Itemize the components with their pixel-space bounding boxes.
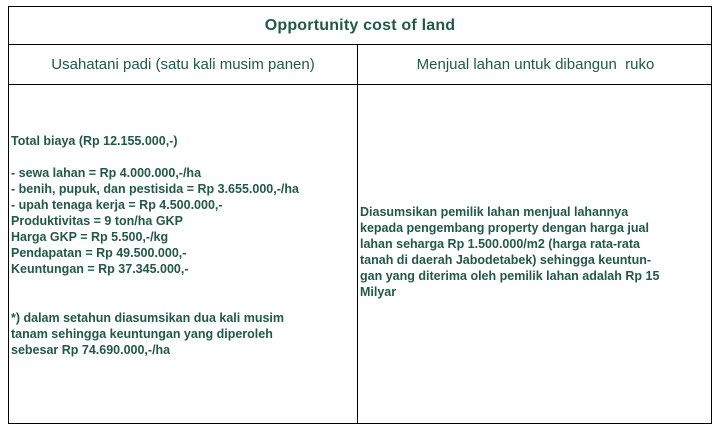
note-line: sebesar Rp 74.690.000,-/ha — [11, 343, 171, 357]
description-line: Diasumsikan pemilik lahan menjual lahannya — [360, 205, 629, 219]
productivity: Produktivitas = 9 ton/ha GKP — [11, 214, 183, 228]
cost-item-rent: - sewa lahan = Rp 4.000.000,-/ha — [11, 166, 202, 180]
table-title: Opportunity cost of land — [264, 16, 456, 34]
profit: Keuntungan = Rp 37.345.000,- — [11, 262, 189, 276]
note-line: *) dalam setahun diasumsikan dua kali musim — [11, 311, 285, 325]
description-line: kepada pengembang property dengan harga jual — [360, 221, 649, 235]
cost-item-labor: - upah tenaga kerja = Rp 4.500.000,- — [11, 198, 223, 212]
header-rice-farming: Usahatani padi (satu kali musim panen) — [51, 56, 315, 73]
column-divider — [357, 45, 358, 423]
sell-land-cell — [360, 204, 705, 300]
description-line: gan yang diterima oleh pemilik lahan adalah Rp 15 — [360, 269, 660, 283]
title-row — [9, 7, 711, 45]
revenue: Pendapatan = Rp 49.500.000,- — [11, 246, 187, 260]
header-sell-land: Menjual lahan untuk dibangun ruko — [416, 56, 655, 73]
header-cell-sell-land — [358, 45, 713, 84]
rice-farming-cell — [11, 133, 346, 358]
description-line: Milyar — [360, 285, 397, 299]
description-line: tanah di daerah Jabodetabek) sehingga keuntun- — [360, 253, 652, 267]
total-cost: Total biaya (Rp 12.155.000,-) — [11, 134, 178, 148]
cost-item-inputs: - benih, pupuk, dan pestisida = Rp 3.655.000,-/ha — [11, 182, 299, 196]
spacer — [11, 277, 346, 310]
price-gkp: Harga GKP = Rp 5.500,-/kg — [11, 230, 169, 244]
header-cell-rice-farming — [9, 45, 357, 84]
header-row — [9, 45, 711, 85]
spacer — [11, 149, 346, 165]
description-line: lahan seharga Rp 1.500.000/m2 (harga rata-rata — [360, 237, 640, 251]
note-line: tanam sehingga keuntungan yang diperoleh — [11, 327, 273, 341]
